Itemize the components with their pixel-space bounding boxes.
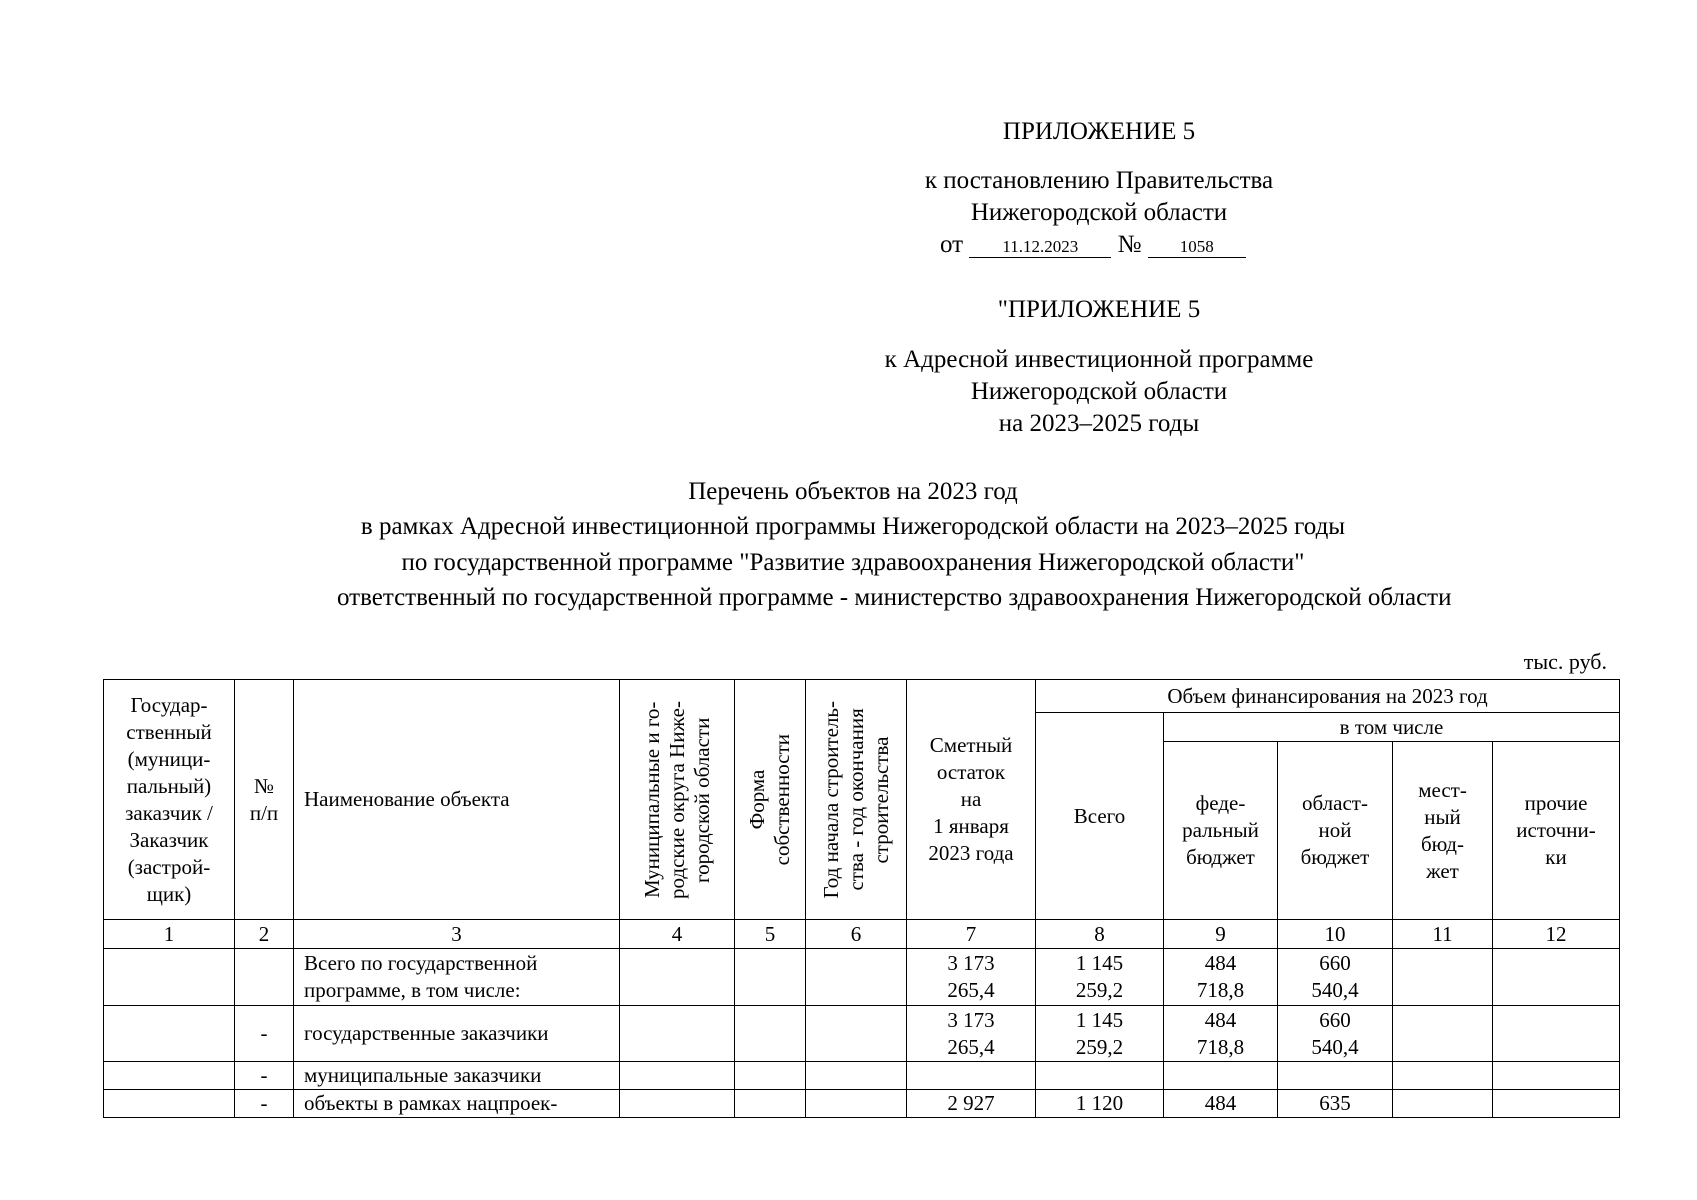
header-estimate <box>907 680 1036 920</box>
text-line: 259,2 <box>1075 1034 1124 1059</box>
cell-name <box>294 1006 620 1062</box>
text-line: пальный) <box>126 773 212 798</box>
header-federal <box>1164 742 1278 920</box>
text-line: п/п <box>249 800 279 825</box>
title-line-2: в рамках Адресной инвестиционной программы Нижегородской области на 2023–2025 годы <box>360 513 1346 540</box>
text-line: собственности <box>770 733 794 866</box>
cell-estimate <box>907 1006 1036 1062</box>
cell-ownership <box>735 1062 806 1090</box>
text-line: 1 января <box>933 814 1009 838</box>
text-line: област- <box>1302 791 1368 815</box>
column-number: 8 <box>1036 920 1164 949</box>
header-number <box>235 680 294 920</box>
program-line-1: к Адресной инвестиционной программе <box>884 346 1314 373</box>
text-line: феде- <box>1195 791 1246 815</box>
text-line: бюд- <box>1421 831 1464 856</box>
cell-ownership <box>735 949 806 1006</box>
cell-number: - <box>235 1062 294 1090</box>
table-row <box>104 1006 1620 1062</box>
cell-district <box>620 1090 735 1118</box>
table-row <box>104 1062 1620 1090</box>
text-line: 718,8 <box>1196 1034 1245 1059</box>
header-other <box>1493 742 1620 920</box>
cell-name <box>294 949 620 1006</box>
program-line-3: на 2023–2025 годы <box>998 410 1200 437</box>
units-label: тыс. руб. <box>1523 649 1607 674</box>
column-number: 12 <box>1493 920 1620 949</box>
cell-district <box>620 949 735 1006</box>
column-number: 11 <box>1393 920 1493 949</box>
number-sign: № <box>1117 231 1142 258</box>
header-regional <box>1278 742 1393 920</box>
text-line: Форма <box>745 769 769 830</box>
text-line: программе, в том числе: <box>304 978 521 1002</box>
cell-district <box>620 1062 735 1090</box>
cell-federal <box>1164 949 1278 1006</box>
header-name: Наименование объекта <box>294 680 620 920</box>
cell-regional <box>1278 1006 1393 1062</box>
column-number: 2 <box>235 920 294 949</box>
text-line: родские округа Ниже- <box>664 700 689 899</box>
from-label: от <box>940 231 964 258</box>
cell-name <box>294 1090 620 1118</box>
date-value: 11.12.2023 <box>969 237 1111 258</box>
text-line: ральный <box>1182 818 1259 842</box>
cell-federal <box>1164 1090 1278 1118</box>
text-line: 540,4 <box>1311 1034 1359 1059</box>
cell-total <box>1036 1006 1164 1062</box>
cell-other <box>1493 1062 1620 1090</box>
cell-number <box>235 949 294 1006</box>
text-line: мест- <box>1418 777 1467 802</box>
text-line: ной <box>1318 818 1352 842</box>
text-line: 2 927 <box>947 1091 995 1115</box>
cell-years <box>806 949 907 1006</box>
column-number: 10 <box>1278 920 1393 949</box>
cell-local <box>1393 1062 1493 1090</box>
appendix-title-2: "ПРИЛОЖЕНИЕ 5 <box>997 296 1201 323</box>
text-line: строительства <box>868 735 893 863</box>
text-line: 3 173 <box>947 951 995 975</box>
column-number: 3 <box>294 920 620 949</box>
cell-customer <box>104 949 235 1006</box>
cell-customer <box>104 1062 235 1090</box>
cell-total <box>1036 1090 1164 1118</box>
cell-other <box>1493 1006 1620 1062</box>
text-line: ки <box>1545 845 1567 869</box>
text-line: (муници- <box>127 746 211 771</box>
column-number: 7 <box>907 920 1036 949</box>
resolution-line-2: Нижегородской области <box>970 199 1228 226</box>
resolution-date-line <box>940 230 1246 260</box>
text-line: (застрой- <box>127 854 211 879</box>
title-line-3: по государственной программе "Развитие здравоохранения Нижегородской области" <box>401 549 1305 576</box>
header-districts <box>620 680 735 920</box>
text-line: щик) <box>146 881 192 906</box>
cell-years <box>806 1006 907 1062</box>
cell-other <box>1493 1090 1620 1118</box>
text-line: городской области <box>689 716 714 883</box>
text-line: муниципальные заказчики <box>304 1063 542 1087</box>
header-customer <box>104 680 235 920</box>
text-line: 484 <box>1204 951 1237 975</box>
text-line: жет <box>1426 858 1459 883</box>
cell-local <box>1393 1090 1493 1118</box>
title-line-1: Перечень объектов на 2023 год <box>688 478 1018 505</box>
header-including: в том числе <box>1164 713 1620 742</box>
header-total: Всего <box>1036 713 1164 920</box>
text-line: Государ- <box>130 692 208 717</box>
text-line: Заказчик <box>129 827 209 852</box>
column-number: 1 <box>104 920 235 949</box>
text-line: Всего по государственной <box>304 951 538 975</box>
title-line-4: ответственный по государственной программе - министерство здравоохранения Нижегородской области <box>337 584 1452 611</box>
cell-federal <box>1164 1062 1278 1090</box>
cell-estimate <box>907 949 1036 1006</box>
text-line: 660 <box>1319 1007 1351 1032</box>
column-number: 9 <box>1164 920 1278 949</box>
text-line: прочие <box>1524 791 1588 815</box>
text-line: 2023 года <box>928 841 1014 865</box>
text-line: Год начала строитель- <box>818 700 843 899</box>
text-line: 540,4 <box>1311 978 1359 1002</box>
column-number: 4 <box>620 920 735 949</box>
cell-regional <box>1278 1090 1393 1118</box>
text-line: государственные заказчики <box>304 1021 549 1045</box>
table-row <box>104 1090 1620 1118</box>
text-line: 1 145 <box>1075 951 1124 975</box>
text-line: 265,4 <box>947 1034 995 1059</box>
header-financing: Объем финансирования на 2023 год <box>1036 680 1620 713</box>
cell-years <box>806 1062 907 1090</box>
text-line: Сметный <box>929 733 1013 757</box>
text-line: ный <box>1424 804 1461 829</box>
text-line: 1 120 <box>1075 1091 1124 1115</box>
cell-federal <box>1164 1006 1278 1062</box>
cell-local <box>1393 1006 1493 1062</box>
text-line: на <box>960 787 982 811</box>
cell-local <box>1393 949 1493 1006</box>
header-local <box>1393 742 1493 920</box>
appendix-title: ПРИЛОЖЕНИЕ 5 <box>1002 118 1196 145</box>
text-line: заказчик / <box>125 800 213 825</box>
header-years <box>806 680 907 920</box>
text-line: 265,4 <box>947 978 995 1002</box>
cell-years <box>806 1090 907 1118</box>
column-number: 5 <box>735 920 806 949</box>
cell-ownership <box>735 1090 806 1118</box>
cell-total <box>1036 949 1164 1006</box>
text-line: источни- <box>1516 818 1596 842</box>
text-line: 259,2 <box>1075 978 1124 1002</box>
column-numbers-row <box>104 920 1620 949</box>
text-line: № <box>253 773 275 798</box>
cell-name <box>294 1062 620 1090</box>
cell-regional <box>1278 949 1393 1006</box>
resolution-line-1: к постановлению Правительства <box>924 167 1274 194</box>
cell-other <box>1493 949 1620 1006</box>
cell-regional <box>1278 1062 1393 1090</box>
text-line: 3 173 <box>947 1007 995 1032</box>
cell-estimate <box>907 1062 1036 1090</box>
text-line: Муниципальные и го- <box>639 701 664 898</box>
text-line: бюджет <box>1186 845 1255 869</box>
cell-district <box>620 1006 735 1062</box>
text-line: объекты в рамках нацпроек- <box>304 1091 558 1115</box>
objects-table <box>103 679 1620 1118</box>
program-line-2: Нижегородской области <box>970 378 1228 405</box>
text-line: ства - год окончания <box>843 708 868 891</box>
text-line: 484 <box>1204 1007 1237 1032</box>
text-line: остаток <box>936 760 1006 784</box>
text-line: 718,8 <box>1196 978 1245 1002</box>
text-line: 635 <box>1319 1091 1351 1115</box>
cell-estimate <box>907 1090 1036 1118</box>
cell-total <box>1036 1062 1164 1090</box>
cell-number: - <box>235 1006 294 1062</box>
text-line: 660 <box>1319 951 1351 975</box>
cell-ownership <box>735 1006 806 1062</box>
cell-customer <box>104 1090 235 1118</box>
cell-number: - <box>235 1090 294 1118</box>
header-ownership <box>735 680 806 920</box>
table-row <box>104 949 1620 1006</box>
text-line: 484 <box>1204 1091 1237 1115</box>
text-line: 1 145 <box>1075 1007 1124 1032</box>
number-value: 1058 <box>1148 237 1246 258</box>
text-line: ственный <box>126 719 212 744</box>
cell-customer <box>104 1006 235 1062</box>
column-number: 6 <box>806 920 907 949</box>
text-line: бюджет <box>1300 845 1370 869</box>
